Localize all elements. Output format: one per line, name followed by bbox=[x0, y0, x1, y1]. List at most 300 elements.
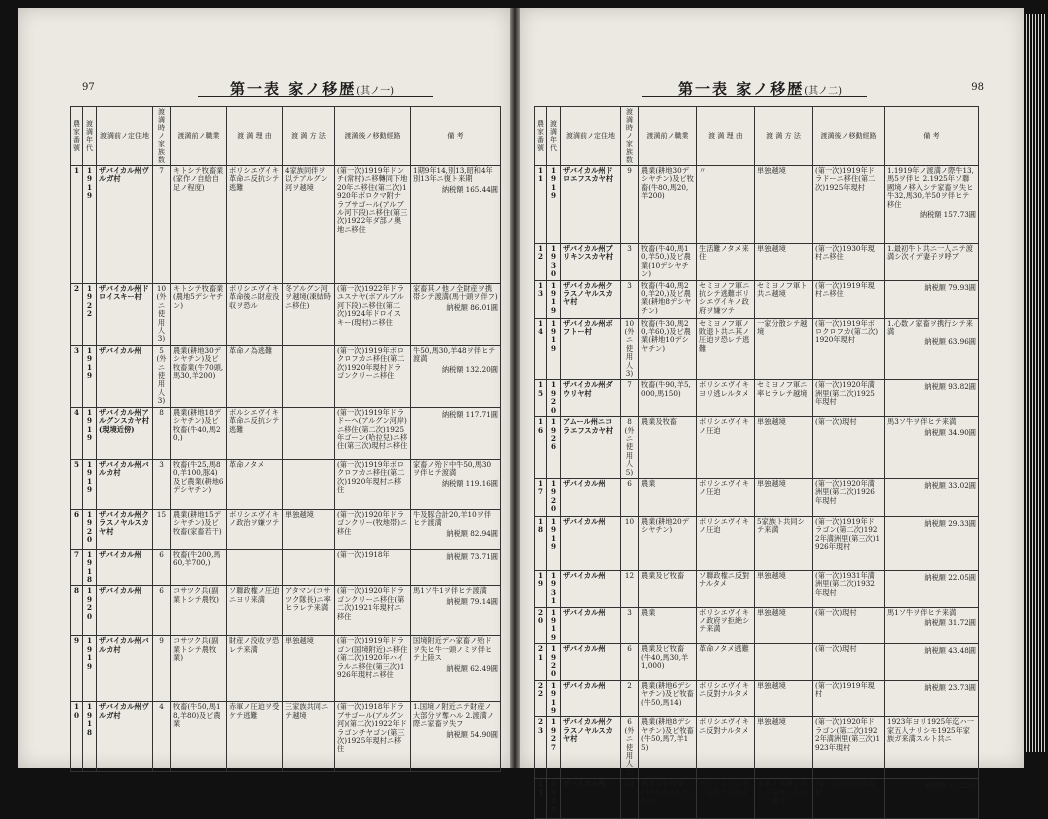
row-note bbox=[885, 318, 979, 380]
row-note bbox=[411, 345, 501, 407]
table-row bbox=[535, 478, 979, 516]
row-note-text: 1期9年14,別13,昭和4年別13年ニ復ト来期 bbox=[413, 166, 493, 184]
row-origin-place: ザバイカル州 bbox=[561, 478, 621, 516]
row-number: 23 bbox=[535, 717, 547, 779]
row-method: 単独越境 bbox=[283, 636, 335, 702]
row-note bbox=[411, 636, 501, 702]
row-reason: 革命ノ為逃難 bbox=[227, 345, 283, 407]
row-reason: ボリシエヴイキノ圧迫 bbox=[697, 478, 755, 516]
row-method bbox=[755, 644, 813, 681]
row-route: (第一次)1918年ドラブサゴール(アルグン河)(第二次)1922年ドラゴンチヤゴン(第三次)1925年現村ニ移住 bbox=[335, 702, 411, 772]
column-header: 備 考 bbox=[885, 107, 979, 166]
row-occupation: 農業(耕地30デシヤチン)及ビ牧畜(牛80,馬20,羊200) bbox=[639, 166, 697, 244]
table-row bbox=[71, 166, 501, 284]
row-tax-amount: 納税額 157.73圓 bbox=[919, 210, 976, 220]
row-method: セミヨノフ軍ト共ニ越境 bbox=[755, 280, 813, 318]
row-year: 1920 bbox=[83, 586, 97, 636]
row-method: 単独越境 bbox=[755, 717, 813, 779]
row-tax-amount: 納税額 43.48圓 bbox=[924, 646, 976, 656]
row-note bbox=[885, 244, 979, 281]
row-route: (第一次)1919年ボロクロフカニ移住(第二次)1920年現村ニ移住 bbox=[335, 459, 411, 509]
row-origin-place: ザバイカル州バルカ村 bbox=[97, 636, 153, 702]
row-method bbox=[283, 407, 335, 459]
row-reason: セミヨノフ軍ノ敗退ト共ニ其ノ圧迫ヲ恐レテ逃難 bbox=[697, 318, 755, 380]
row-year: 1919 bbox=[547, 779, 561, 819]
row-route: (第一次)1919年ボロクロフカニ移住(第二次)1920年現村ドラゴンクリーニ移住 bbox=[335, 345, 411, 407]
page-edge-stack bbox=[1026, 14, 1046, 752]
title-underline bbox=[198, 96, 433, 97]
row-year: 1919 bbox=[83, 636, 97, 702]
row-route: (第一次)1920年ドラゴンクリーニ移住(第二次)1921年現村ニ移住 bbox=[335, 586, 411, 636]
column-header: 渡 満 理 由 bbox=[697, 107, 755, 166]
row-number: 4 bbox=[71, 407, 83, 459]
row-route: (第一次)1920年ドラゴンクリー(牧地帯)ニ移住 bbox=[335, 509, 411, 549]
table-row bbox=[535, 244, 979, 281]
row-number: 18 bbox=[535, 516, 547, 570]
row-route: (第一次)1920年満洲里(第二次)1925年現村 bbox=[813, 380, 885, 417]
row-method: 単独越境 bbox=[755, 570, 813, 607]
column-header: 渡 満 方 法 bbox=[755, 107, 813, 166]
migration-table bbox=[534, 106, 979, 819]
row-occupation: キトシテ牧畜業(農地5デシヤチン) bbox=[171, 284, 227, 346]
row-tax-amount: 納税額 132.20圓 bbox=[441, 364, 498, 374]
page-title-text: 第一表 家ノ移歴 bbox=[230, 80, 357, 98]
column-header: 渡満前ノ定住地 bbox=[97, 107, 153, 166]
row-origin-place: ザバイカル州ドロエフスカヤ村 bbox=[561, 166, 621, 244]
row-method: 単独越境 bbox=[755, 417, 813, 479]
row-family-size: 7 bbox=[153, 166, 171, 284]
row-year: 1919 bbox=[83, 345, 97, 407]
row-note bbox=[411, 549, 501, 586]
row-note-text: 1.最初牛ト共ニ一人ニテ渡満シ次イデ妻子ヲ呼ブ bbox=[887, 244, 973, 262]
row-family-size: 15 bbox=[153, 509, 171, 549]
left-page bbox=[18, 8, 510, 768]
row-family-size: 8 bbox=[153, 407, 171, 459]
table-row bbox=[535, 280, 979, 318]
row-note bbox=[885, 478, 979, 516]
row-year: 1920 bbox=[83, 509, 97, 549]
row-number: 20 bbox=[535, 607, 547, 644]
row-occupation: 牧畜(牛90,羊5,000,馬150) bbox=[639, 380, 697, 417]
row-family-size: 10(外ニ使用人3) bbox=[153, 284, 171, 346]
row-occupation: 農業(耕地18デシヤチン)及ビ牧畜(牛40,馬20,) bbox=[171, 407, 227, 459]
row-tax-amount: 納税額 82.94圓 bbox=[446, 528, 498, 538]
row-origin-place: ザバイカル州 bbox=[561, 516, 621, 570]
row-origin-place: ザバイカル州ドロイスキー村 bbox=[97, 284, 153, 346]
page-number: 97 bbox=[82, 82, 95, 93]
row-number: 15 bbox=[535, 380, 547, 417]
row-route: (第一次)1919年ドラゴン(第二次)1922年満洲里(第三次)1926年現村 bbox=[813, 516, 885, 570]
table-row bbox=[71, 509, 501, 549]
row-method: 4家族同伴ヲ以テアルグン河ヲ越境 bbox=[283, 166, 335, 284]
row-family-size: 8(外ニ使用人5) bbox=[621, 417, 639, 479]
row-method: 単独越境 bbox=[755, 478, 813, 516]
row-family-size: 7 bbox=[621, 380, 639, 417]
row-route: (第一次)1922年ドラユスナヤ(ボアルブル河下段)ニ移住(第二次)1924年ドロイスキー(現村)ニ移住 bbox=[335, 284, 411, 346]
row-origin-place: ザバイカル州クラスノヤルスカヤ村 bbox=[561, 280, 621, 318]
row-number: 24 bbox=[535, 779, 547, 819]
row-reason: ボリシエヴイキノ政府ヲ拒絶シテ来満 bbox=[697, 607, 755, 644]
table-row bbox=[71, 586, 501, 636]
row-tax-amount: 納税額 54.90圓 bbox=[446, 729, 498, 739]
row-tax-amount: 納税額 31.72圓 bbox=[924, 617, 976, 627]
right-page bbox=[520, 8, 1024, 814]
row-tax-amount: 納税額 93.82圓 bbox=[924, 382, 976, 392]
row-occupation: 農業及ビ牧畜(牛50,馬40,羊100,) bbox=[639, 779, 697, 819]
row-year: 1930 bbox=[547, 244, 561, 281]
row-reason: ボリシエヴイキ革命ニ反抗シテ逃難 bbox=[227, 166, 283, 284]
row-family-size: 6 bbox=[621, 478, 639, 516]
table-row bbox=[535, 607, 979, 644]
row-note bbox=[411, 166, 501, 284]
row-origin-place: ザバイカル州ヴルガ村 bbox=[97, 166, 153, 284]
row-tax-amount: 納税額 34.90圓 bbox=[924, 427, 976, 437]
row-year: 1919 bbox=[547, 680, 561, 717]
row-note bbox=[885, 644, 979, 681]
row-family-size: 3 bbox=[153, 459, 171, 509]
column-header: 農家番號 bbox=[535, 107, 547, 166]
row-reason: 財産ノ没收ヲ恐レテ来満 bbox=[227, 636, 283, 702]
row-note bbox=[885, 570, 979, 607]
row-route: (第一次)1931年満洲里(第二次)1932年現村 bbox=[813, 570, 885, 607]
row-occupation: 牧畜(牛40,馬10,羊50,)及ビ農業(10デシヤチン) bbox=[639, 244, 697, 281]
row-year: 1920 bbox=[547, 478, 561, 516]
row-year: 1918 bbox=[83, 549, 97, 586]
row-method: 単独越境 bbox=[283, 509, 335, 549]
row-number: 12 bbox=[535, 244, 547, 281]
row-reason: 革命ノタメ逃難 bbox=[697, 644, 755, 681]
table-row bbox=[71, 549, 501, 586]
row-note bbox=[411, 702, 501, 772]
row-method: 5家族ト共同シテ来満 bbox=[755, 516, 813, 570]
row-route: (第一次)1919年ドラドーヘ(アルグン河岸)ニ移住(第二次)1925年ゴーン(哈拉兒)ニ移住(第三次)現村ニ移住 bbox=[335, 407, 411, 459]
row-reason: ボリシエヴイキニ反對ナルタメ bbox=[697, 680, 755, 717]
row-family-size: 3 bbox=[621, 244, 639, 281]
row-reason: ボリシエヴイキニ反對ナルタメ bbox=[697, 717, 755, 779]
row-family-size: 3 bbox=[621, 280, 639, 318]
row-note-text: 馬3ソ牛ヲ伴ヒテ来満 bbox=[887, 417, 957, 427]
row-year: 1919 bbox=[547, 280, 561, 318]
row-origin-place: ザバイカル州ヴルガ村 bbox=[97, 702, 153, 772]
row-number: 8 bbox=[71, 586, 83, 636]
row-origin-place: ザバイカル州クラスノヤルスカヤ村 bbox=[97, 509, 153, 549]
row-origin-place: ザバイカル州 bbox=[561, 644, 621, 681]
row-year: 1919 bbox=[83, 166, 97, 284]
row-origin-place: ザバイカル州ボフトー村 bbox=[561, 318, 621, 380]
row-tax-amount: 納税額 27.22圓 bbox=[924, 781, 976, 791]
row-note bbox=[885, 417, 979, 479]
row-reason: セミヨノフ軍ニ抗シテ逃難ボリシエヴイキノ政府ヲ嫌ツテ bbox=[697, 280, 755, 318]
row-note bbox=[885, 516, 979, 570]
row-family-size: 6(外ニ使用人2) bbox=[621, 717, 639, 779]
table-row bbox=[535, 318, 979, 380]
row-family-size: 5(外ニ使用人3) bbox=[153, 345, 171, 407]
row-tax-amount: 納税額 62.49圓 bbox=[446, 663, 498, 673]
table-row bbox=[535, 644, 979, 681]
table-row bbox=[535, 417, 979, 479]
row-reason: ボリシエヴイキノ政治ヲ嫌ツテ bbox=[227, 509, 283, 549]
row-reason: ボリシエヴイキノ圧迫 bbox=[697, 516, 755, 570]
row-note-text: 1923年ヨリ1925年迄ハ一家五人ナリシモ1925年家族ガ来満スルト共ニ bbox=[887, 717, 974, 744]
row-number: 3 bbox=[71, 345, 83, 407]
table-row bbox=[535, 717, 979, 779]
row-family-size: 4 bbox=[153, 702, 171, 772]
row-note-text: 牛50,馬30,羊48ヲ伴ヒテ渡満 bbox=[413, 345, 496, 364]
row-number: 2 bbox=[71, 284, 83, 346]
row-method bbox=[283, 459, 335, 509]
row-reason: ソ聯政権ノ圧迫ニヨリ来満 bbox=[227, 586, 283, 636]
row-origin-place: ザバイカル州 bbox=[97, 345, 153, 407]
column-header: 渡満後ノ移動經路 bbox=[813, 107, 885, 166]
page-title-sub: (其ノ一) bbox=[356, 86, 395, 97]
column-header: 渡満前ノ職業 bbox=[639, 107, 697, 166]
row-note bbox=[411, 284, 501, 346]
row-route: (第一次)現村 bbox=[813, 607, 885, 644]
row-tax-amount: 納税額 79.93圓 bbox=[924, 282, 976, 292]
row-tax-amount: 納税額 73.71圓 bbox=[446, 551, 498, 561]
column-header: 渡満年代 bbox=[547, 107, 561, 166]
row-year: 1927 bbox=[547, 717, 561, 779]
row-year: 1920 bbox=[547, 644, 561, 681]
row-reason: ボリシエヴイキニ反對ナルタメ bbox=[697, 779, 755, 819]
row-reason: ボリシエヴイキヨリ逃レルタメ bbox=[697, 380, 755, 417]
row-note bbox=[885, 607, 979, 644]
page-title-text: 第一表 家ノ移歴 bbox=[678, 80, 805, 98]
row-tax-amount: 納税額 165.44圓 bbox=[441, 184, 498, 194]
row-number: 9 bbox=[71, 636, 83, 702]
row-number: 1 bbox=[71, 166, 83, 284]
row-year: 1919 bbox=[83, 407, 97, 459]
row-occupation: 牧畜(牛50,馬18,羊80)及ビ農業 bbox=[171, 702, 227, 772]
row-tax-amount: 納税額 86.01圓 bbox=[446, 302, 498, 312]
row-method: セミヨノフ軍ニ率ヒラレテ越境 bbox=[755, 380, 813, 417]
row-tax-amount: 納税額 23.73圓 bbox=[924, 682, 976, 692]
column-header: 渡 満 方 法 bbox=[283, 107, 335, 166]
row-note-text: 1.国境ノ附近ニテ財産ノ大部分ヲ奪ハル 2.渡満ノ際ニ家畜ヲ失フ bbox=[413, 702, 495, 729]
table-row bbox=[535, 166, 979, 244]
row-reason: ボリシエヴイキノ圧迫 bbox=[697, 417, 755, 479]
title-underline bbox=[642, 96, 867, 97]
row-tax-amount: 納税額 33.02圓 bbox=[924, 480, 976, 490]
row-occupation: 農業(耕地20デシヤチン) bbox=[639, 516, 697, 570]
row-note-text: 家畜其ノ他ノ全財産ヲ携帯シテ渡満(馬十頭ヲ伴フ) bbox=[413, 284, 498, 302]
table-row bbox=[535, 516, 979, 570]
row-number: 7 bbox=[71, 549, 83, 586]
row-year: 1919 bbox=[547, 607, 561, 644]
row-reason: 〃 bbox=[697, 166, 755, 244]
row-note bbox=[885, 280, 979, 318]
row-note-text: 馬1ソ牛1ヲ伴ヒテ渡満 bbox=[413, 586, 487, 596]
column-header: 農家番號 bbox=[71, 107, 83, 166]
table-row bbox=[535, 570, 979, 607]
row-route: (第一次)1919年ドラドーニ移住(第二次)1925年現村 bbox=[813, 166, 885, 244]
row-year: 1919 bbox=[547, 516, 561, 570]
row-family-size: 12 bbox=[621, 570, 639, 607]
row-note-text: 馬1ソ牛ヲ伴ヒテ来満 bbox=[887, 607, 957, 617]
table-row bbox=[535, 779, 979, 819]
row-origin-place: ザバイカル州 bbox=[561, 607, 621, 644]
column-header: 渡満後ノ移動經路 bbox=[335, 107, 411, 166]
row-method: 単独越境 bbox=[755, 244, 813, 281]
row-note bbox=[885, 680, 979, 717]
row-note bbox=[411, 459, 501, 509]
table-row bbox=[71, 636, 501, 702]
row-method: アタマン(コサツク隊長)ニ率ヒラレテ来満 bbox=[283, 586, 335, 636]
row-family-size: 14 bbox=[621, 779, 639, 819]
row-note-text: 国境附近デハ家畜ノ殆ドヲ失ヒ牛一頭ノミヲ伴ヒテ上陸ス bbox=[413, 636, 493, 663]
row-year: 1922 bbox=[83, 284, 97, 346]
row-occupation: 牧畜(牛30,馬20,羊60,)及ビ農業(耕地10デシヤチン) bbox=[639, 318, 697, 380]
row-family-size: 10 bbox=[621, 516, 639, 570]
row-origin-place: ザバイカル州 bbox=[97, 549, 153, 586]
row-origin-place: ザバイカル州 bbox=[561, 779, 621, 819]
row-note-text: 1.1919年ノ渡満ノ際牛13,馬5ヲ伴ヒ 2.1925年ソ聯國境ノ移入シテ家畜ヲ失ヒ牛32,馬30,羊50ヲ伴ヒテ移住 bbox=[887, 166, 974, 209]
row-note bbox=[885, 779, 979, 819]
row-occupation: 農業及ビ牧畜(牛40,馬30,羊1,000) bbox=[639, 644, 697, 681]
row-occupation: 農業 bbox=[639, 607, 697, 644]
migration-table bbox=[70, 106, 501, 772]
row-family-size: 6 bbox=[153, 586, 171, 636]
row-family-size: 10(外ニ使用人3) bbox=[621, 318, 639, 380]
table-row bbox=[535, 680, 979, 717]
row-route: (第一次)1919年ドンチ(常村)ニ移轉同下地20年ニ移住(第二次)1920年ポロクマ附ナラブサゴール(アルブル河下段)ニ移住(第三次)1922年ダ部ノ奥地ニ移住 bbox=[335, 166, 411, 284]
row-origin-place: ザバイカル州クラスノヤルスカヤ村 bbox=[561, 717, 621, 779]
row-note-text: 牛及豚合計20,羊10ヲ伴ヒテ渡満 bbox=[413, 509, 492, 528]
row-number: 19 bbox=[535, 570, 547, 607]
row-note bbox=[411, 407, 501, 459]
row-origin-place: ザバイカル州ブリキンスカヤ村 bbox=[561, 244, 621, 281]
row-number: 17 bbox=[535, 478, 547, 516]
row-occupation: コサツク兵(副業トシテ農牧業) bbox=[171, 636, 227, 702]
row-reason: 赤軍ノ圧迫ヲ受ケテ逃難 bbox=[227, 702, 283, 772]
row-tax-amount: 納税額 29.33圓 bbox=[924, 518, 976, 528]
row-tax-amount: 納税額 119.16圓 bbox=[441, 478, 498, 488]
row-occupation: 農業及ビ牧畜 bbox=[639, 570, 697, 607]
column-header: 渡 満 理 由 bbox=[227, 107, 283, 166]
row-family-size: 9 bbox=[621, 166, 639, 244]
row-route: (第一次)1919年現村 bbox=[813, 779, 885, 819]
row-tax-amount: 納税額 22.05圓 bbox=[924, 572, 976, 582]
row-origin-place: ザバイカル州 bbox=[97, 586, 153, 636]
row-number: 16 bbox=[535, 417, 547, 479]
row-reason: 革命ノタメ bbox=[227, 459, 283, 509]
row-method: 赤軍ノ来襲ノ為ニ三家族ト共同シテ越境 bbox=[755, 779, 813, 819]
row-method: 単独越境 bbox=[755, 680, 813, 717]
column-header: 備 考 bbox=[411, 107, 501, 166]
table-row bbox=[535, 380, 979, 417]
column-header: 渡満時ノ家族数 bbox=[621, 107, 639, 166]
row-route: (第一次)1918年 bbox=[335, 549, 411, 586]
row-tax-amount: 納税額 117.71圓 bbox=[441, 409, 498, 419]
row-year: 1918 bbox=[83, 702, 97, 772]
row-note bbox=[885, 166, 979, 244]
row-note bbox=[411, 586, 501, 636]
row-note bbox=[411, 509, 501, 549]
row-number: 5 bbox=[71, 459, 83, 509]
row-occupation: 牧畜(牛200,馬60,羊700,) bbox=[171, 549, 227, 586]
row-route: (第一次)現村 bbox=[813, 417, 885, 479]
row-origin-place: ザバイカル州 bbox=[561, 570, 621, 607]
row-tax-amount: 納税額 63.96圓 bbox=[924, 337, 976, 347]
row-year: 1926 bbox=[547, 417, 561, 479]
row-reason: ボルシエヴイキ革命ニ反抗シテ逃難 bbox=[227, 407, 283, 459]
row-occupation: 農業(耕地6デシヤチン)及ビ牧畜(牛50,馬14) bbox=[639, 680, 697, 717]
row-reason: ソ聯政権ニ反對ナルタメ bbox=[697, 570, 755, 607]
column-header: 渡満年代 bbox=[83, 107, 97, 166]
row-family-size: 6 bbox=[621, 644, 639, 681]
row-route: (第一次)1919年現村ニ移住 bbox=[813, 280, 885, 318]
header-row bbox=[535, 107, 979, 166]
table-row bbox=[71, 284, 501, 346]
row-method bbox=[283, 549, 335, 586]
row-origin-place: ザバイカル州 bbox=[561, 680, 621, 717]
row-number: 13 bbox=[535, 280, 547, 318]
table-row bbox=[71, 345, 501, 407]
row-origin-place: アムール州ニコラエフスカヤ村 bbox=[561, 417, 621, 479]
row-year: 1931 bbox=[547, 570, 561, 607]
row-route: (第一次)現村 bbox=[813, 644, 885, 681]
row-route: (第一次)1919年現村 bbox=[813, 680, 885, 717]
row-occupation: コサツク兵(副業トシテ農牧) bbox=[171, 586, 227, 636]
row-route: (第一次)1919年ドラゴン(国境附近)ニ移住(第二次)1920年ハイラルニ移住(第三次)1926年現村ニ移住 bbox=[335, 636, 411, 702]
header-row bbox=[71, 107, 501, 166]
row-number: 21 bbox=[535, 644, 547, 681]
row-origin-place: ザバイカル州アルグンスカヤ村(現境近傍) bbox=[97, 407, 153, 459]
row-family-size: 2 bbox=[621, 680, 639, 717]
row-note bbox=[885, 380, 979, 417]
book-gutter bbox=[510, 8, 520, 768]
row-reason: 生活難ノタメ来住 bbox=[697, 244, 755, 281]
row-number: 10 bbox=[71, 702, 83, 772]
row-year: 1919 bbox=[547, 166, 561, 244]
row-note-text: 1.心数ノ家畜ヲ携行シテ来満 bbox=[887, 318, 973, 337]
row-origin-place: ザバイカル州バルカ村 bbox=[97, 459, 153, 509]
row-route: (第一次)1920年満洲里(第二次)1926年現村 bbox=[813, 478, 885, 516]
page-number: 98 bbox=[971, 82, 984, 93]
row-occupation: 農業(耕地15デシヤチン)及ビ牧畜(家畜若干) bbox=[171, 509, 227, 549]
table-row bbox=[71, 459, 501, 509]
row-year: 1919 bbox=[83, 459, 97, 509]
row-occupation: 農業 bbox=[639, 478, 697, 516]
row-origin-place: ザバイカル州ダウリヤ村 bbox=[561, 380, 621, 417]
row-occupation: キトシテ牧畜業(家作ノ自給自足ノ程度) bbox=[171, 166, 227, 284]
row-number: 6 bbox=[71, 509, 83, 549]
row-occupation: 牧畜(牛25,馬80,羊100,豚4)及ビ農業(耕地6デシヤチン) bbox=[171, 459, 227, 509]
row-number: 11 bbox=[535, 166, 547, 244]
row-method bbox=[283, 345, 335, 407]
row-reason: ボリシエヴイキ革命後ニ財産没収ヲ恐ル bbox=[227, 284, 283, 346]
row-route: (第一次)1930年現村ニ移住 bbox=[813, 244, 885, 281]
row-family-size: 6 bbox=[153, 549, 171, 586]
row-number: 22 bbox=[535, 680, 547, 717]
row-method: 冬アルグン河ヲ越境(凍結時ニ移住) bbox=[283, 284, 335, 346]
row-number: 14 bbox=[535, 318, 547, 380]
table-row bbox=[71, 407, 501, 459]
row-method: 一家分散シテ越境 bbox=[755, 318, 813, 380]
row-family-size: 3 bbox=[621, 607, 639, 644]
row-occupation: 牧畜(牛40,馬20,羊20,)及ビ農業(耕地8デシヤチン) bbox=[639, 280, 697, 318]
row-route: (第一次)1920年ドラゴン(第二次)1922年満洲里(第三次)1923年現村 bbox=[813, 717, 885, 779]
row-reason bbox=[227, 549, 283, 586]
row-note bbox=[885, 717, 979, 779]
row-method: 三家族共同ニテ越境 bbox=[283, 702, 335, 772]
row-year: 1919 bbox=[547, 318, 561, 380]
row-route: (第一次)1919年ボロクロフカ(第二次)1920年現村 bbox=[813, 318, 885, 380]
column-header: 渡満前ノ職業 bbox=[171, 107, 227, 166]
table-row bbox=[71, 702, 501, 772]
row-method: 単独越境 bbox=[755, 166, 813, 244]
page-title-sub: (其ノ二) bbox=[804, 86, 843, 97]
